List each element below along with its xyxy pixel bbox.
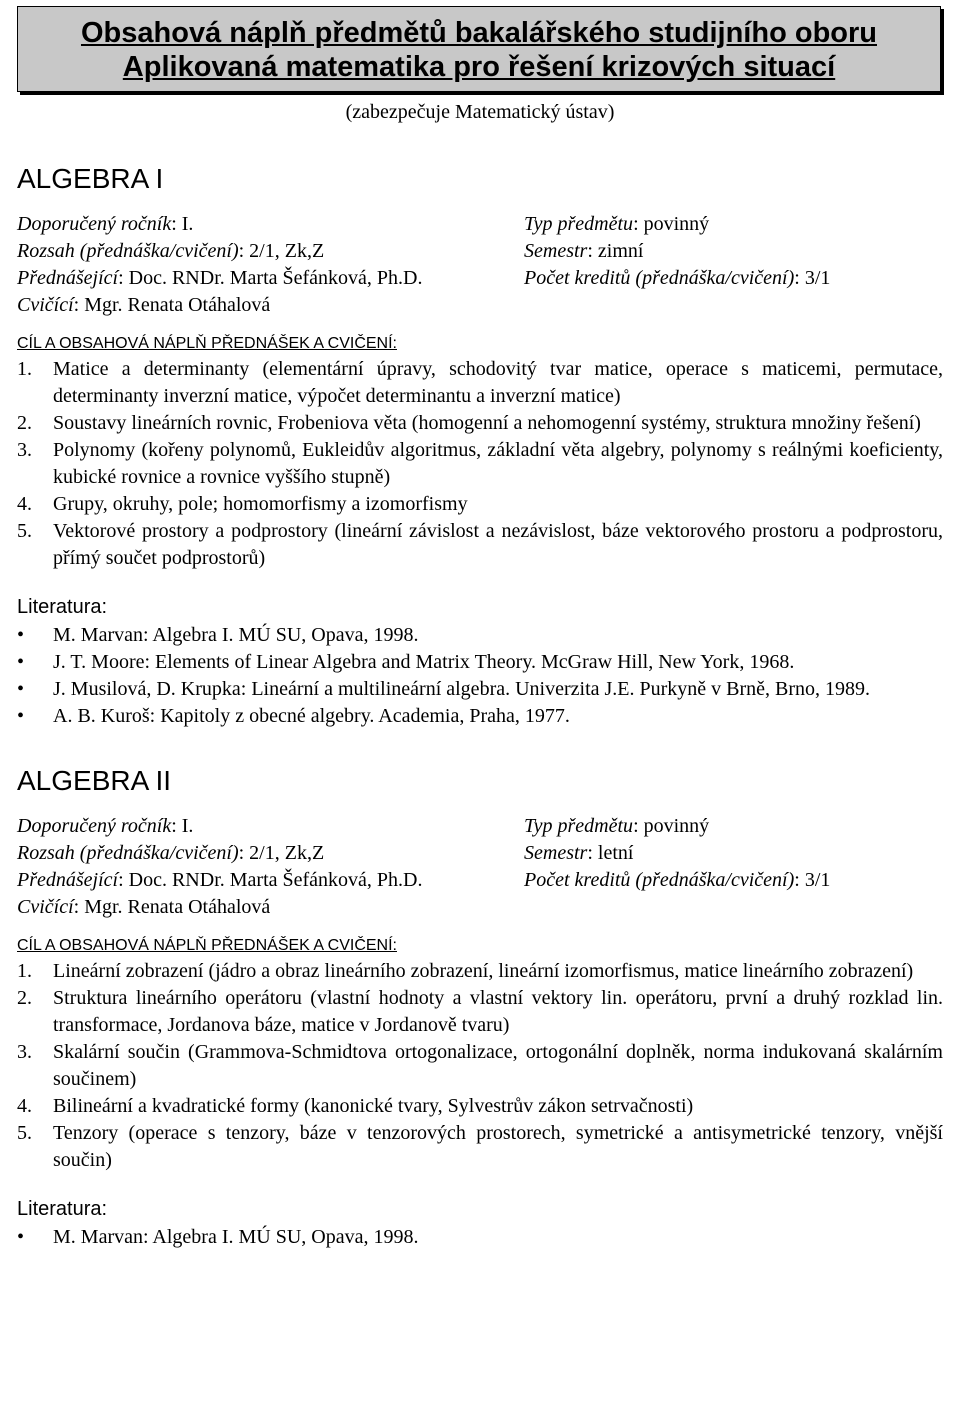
title-box [17,6,941,92]
literature-list [17,622,943,730]
meta-credits: Počet kreditů (přednáška/cvičení): 3/1 [524,267,831,289]
meta-tutor: Cvičící: Mgr. Renata Otáhalová [17,294,271,316]
list-item: 2. Soustavy lineárních rovnic, Frobeniova věta (homogenní a nehomogenní systémy, struktura množiny řešení) [17,412,921,434]
list-item: 4. Bilineární a kvadratické formy (kanonické tvary, Sylvestrův zákon setrvačnosti) [17,1095,694,1117]
meta-scope: Rozsah (přednáška/cvičení): 2/1, Zk,Z [17,240,325,262]
literature-item: • J. Musilová, D. Krupka: Lineární a multilineární algebra. Univerzita J.E. Purkyně v Brně, Brno, 1989. [17,676,943,703]
content-list [17,958,943,1174]
list-item: 5. Tenzory (operace s tenzory, báze v tenzorových prostorech, symetrické a antisymetrické tenzory, vnější součin) [17,1122,943,1171]
course-algebra-2 [17,763,943,1251]
list-item: 1. Matice a determinanty (elementární úpravy, schodovitý tvar matice, operace s maticemi, permutace, determinanty inverzní matice, výpočet determinantu a inverzní matice) [17,358,943,407]
meta-type: Typ předmětu: povinný [524,815,710,837]
document-page [0,6,960,1251]
section-heading: CÍL A OBSAHOVÁ NÁPLŇ PŘEDNÁŠEK A CVIČENÍ: [17,937,397,954]
meta-year: Doporučený ročník: I. [17,213,194,235]
literature-item: • J. T. Moore: Elements of Linear Algebra and Matrix Theory. McGraw Hill, New York, 1968. [17,649,943,676]
meta-type: Typ předmětu: povinný [524,213,710,235]
section-heading: CÍL A OBSAHOVÁ NÁPLŇ PŘEDNÁŠEK A CVIČENÍ: [17,335,397,352]
meta-lecturer: Přednášející: Doc. RNDr. Marta Šefánková, Ph.D. [17,869,423,891]
document-title-line-1: Obsahová náplň předmětů bakalářského studijního oboru [80,17,877,49]
literature-list [17,1224,943,1251]
course-meta [17,211,943,319]
list-item: 4. Grupy, okruhy, pole; homomorfismy a izomorfismy [17,493,468,515]
list-item: 1. Lineární zobrazení (jádro a obraz lineárního zobrazení, lineární izomorfismus, matice lineárního zobrazení) [17,960,914,982]
course-title: ALGEBRA II [17,765,172,796]
list-item: 3. Skalární součin (Grammova-Schmidtova ortogonalizace, ortogonální doplněk, norma indukovaná skalárním součinem) [17,1041,943,1090]
list-item: 3. Polynomy (kořeny polynomů, Eukleidův algoritmus, základní věta algebry, polynomy s reálnými koeficienty, kubické rovnice a rovnice vyššího stupně) [17,439,943,488]
list-item: 2. Struktura lineárního operátoru (vlastní hodnoty a vlastní vektory lin. operátoru, první a druhý rozklad lin. transformace, Jordanova báze, matice v Jordanově tvaru) [17,987,943,1036]
literature-item: • M. Marvan: Algebra I. MÚ SU, Opava, 1998. [17,622,943,649]
bullet-icon: • [17,678,25,700]
meta-semester: Semestr: zimní [524,240,644,262]
bullet-icon: • [17,705,25,727]
document-title-line-2: Aplikovaná matematika pro řešení krizových situací [122,51,836,83]
literature-heading: Literatura: [17,596,108,618]
course-title: ALGEBRA I [17,163,164,194]
meta-semester: Semestr: letní [524,842,634,864]
meta-year: Doporučený ročník: I. [17,815,194,837]
meta-lecturer: Přednášející: Doc. RNDr. Marta Šefánková, Ph.D. [17,267,423,289]
list-item: 5. Vektorové prostory a podprostory (lineární závislost a nezávislost, báze vektorového prostoru a podprostoru, přímý součet podprostorů) [17,520,943,569]
content-list [17,356,943,572]
bullet-icon: • [17,1226,25,1248]
bullet-icon: • [17,624,25,646]
meta-tutor: Cvičící: Mgr. Renata Otáhalová [17,896,271,918]
meta-scope: Rozsah (přednáška/cvičení): 2/1, Zk,Z [17,842,325,864]
course-meta [17,813,943,921]
bullet-icon: • [17,651,25,673]
document-subtitle: (zabezpečuje Matematický ústav) [345,101,615,123]
literature-heading: Literatura: [17,1198,108,1220]
literature-item: • A. B. Kuroš: Kapitoly z obecné algebry. Academia, Praha, 1977. [17,703,943,730]
course-algebra-1 [17,161,943,730]
meta-credits: Počet kreditů (přednáška/cvičení): 3/1 [524,869,831,891]
literature-item: • M. Marvan: Algebra I. MÚ SU, Opava, 1998. [17,1224,943,1251]
